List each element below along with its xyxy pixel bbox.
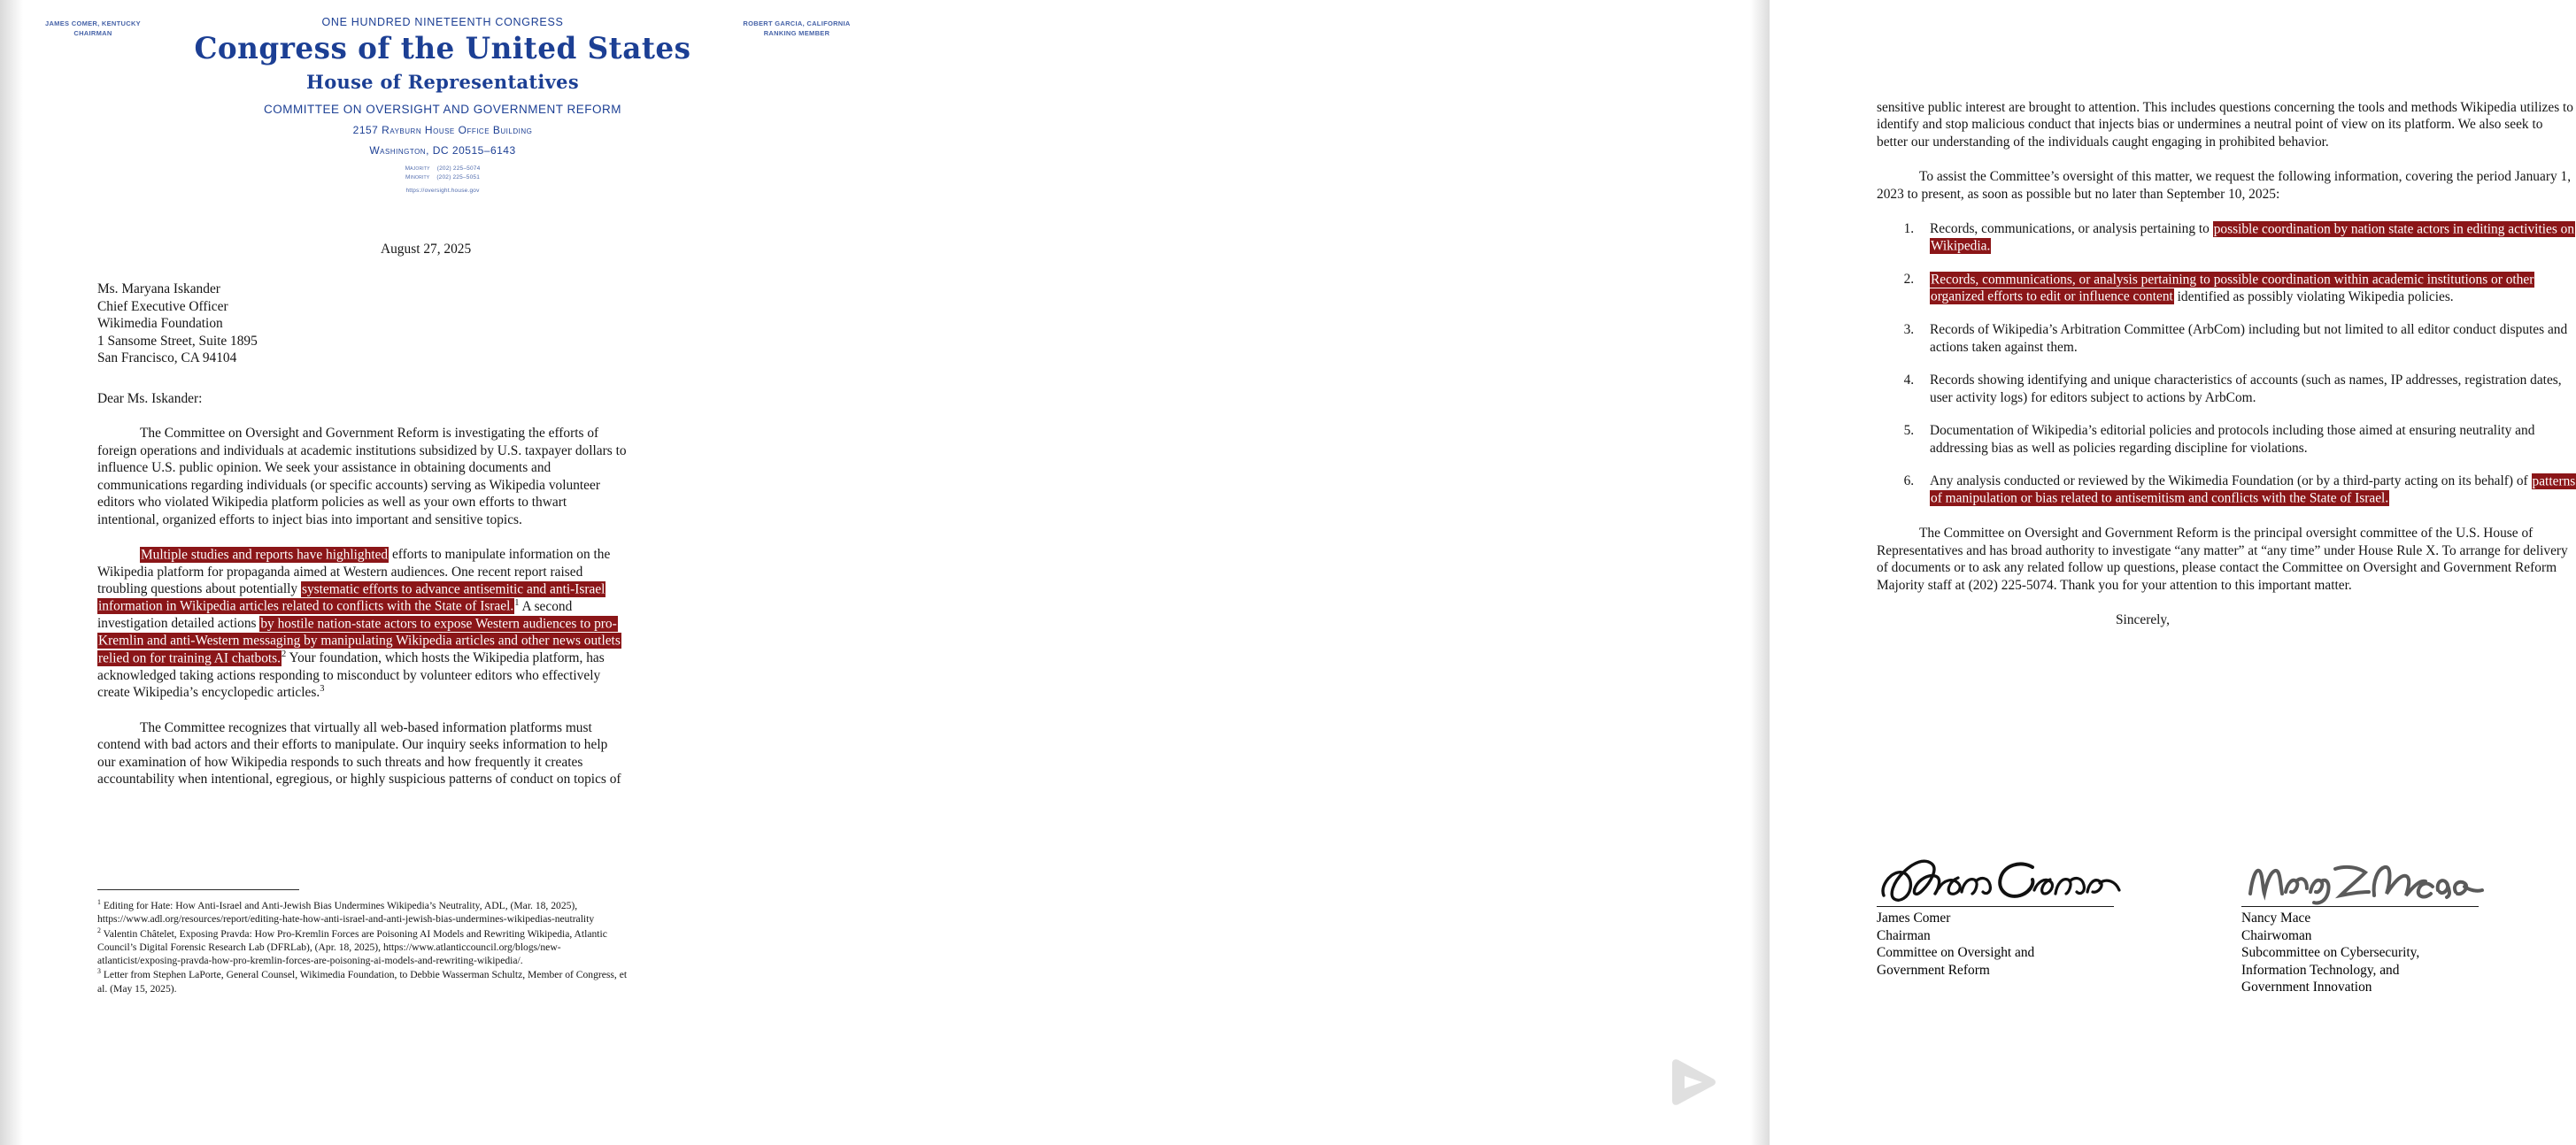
request-5-text: Documentation of Wikipedia’s editorial policies and protocols including those aimed at ensuring neutrality and addressing bias as well as policies regarding discipline for violations. [1930, 423, 2535, 456]
para2-text-2: A second investigation detailed actions [97, 598, 573, 632]
paragraph-5: To assist the Committee’s oversight of this matter, we request the following information, covering the period January 1, 2023 to present, as soon as possible but no later than September 10, 2025: [1877, 169, 2572, 202]
footnotes-block [97, 899, 629, 996]
sincerely-line: Sincerely, [2116, 612, 2170, 628]
request-6-before: Any analysis conducted or reviewed by the Wikimedia Foundation (or by a third-party acting on its behalf) of [1930, 473, 2532, 489]
signature-image-mace [2241, 857, 2507, 906]
congress-title: Congress of the United States [194, 31, 691, 66]
highlight-request-2: Records, communications, or analysis pertaining to possible coordination within academic institutions or other organized efforts to edit or influence content [1931, 272, 2534, 304]
letterhead-center [124, 16, 761, 196]
phone-minority-label: Minority [405, 173, 430, 181]
committee-website: https://oversight.house.gov [405, 187, 480, 194]
paragraph-2 [97, 546, 629, 701]
committee-name: COMMITTEE ON OVERSIGHT AND GOVERNMENT REFORM [263, 102, 622, 116]
recipient-name: Ms. Maryana Iskander [97, 281, 220, 297]
footnote-ref-2: 2 [282, 649, 287, 660]
salutation: Dear Ms. Iskander: [97, 390, 203, 406]
chamber-subtitle: House of Representatives [306, 70, 579, 93]
recipient-address-block [97, 280, 629, 366]
footnote-2-text: Valentin Châtelet, Exposing Pravda: How Pro-Kremlin Forces are Poisoning AI Models and Rewriting Wikipedia, Atlantic Council’s Digital Forensic Research Lab (DFRLab), (Apr. 18, 2025), https://www.atlanticcouncil.org/blogs/new-atlanticist/exposing-pravda-how-pro-kremlin-forces-are-poisoning-ai-models-and-rewriting-wikipedia/. [97, 927, 607, 967]
request-item-1 [1917, 220, 2576, 255]
signer-org-line2-mace: Information Technology, and [2241, 962, 2400, 978]
signature-image-comer [1877, 857, 2142, 906]
recipient-organization: Wikimedia Foundation [97, 316, 223, 332]
para2-text-1: efforts to manipulate information on the Wikipedia platform for propaganda aimed at Western audiences. One recent report raised troubling questions about potentially [97, 547, 611, 597]
phone-majority-label: Majority [405, 165, 430, 172]
congress-number: ONE HUNDRED NINETEENTH CONGRESS [321, 16, 564, 28]
paragraph-4: sensitive public interest are brought to attention. This includes questions concerning the tools and methods Wikipedia utilizes to identify and stop malicious conduct that injects bias or undermines a neutral point of view on its platform. We also seek to better our understanding of the individuals caught engaging in prohibited behavior. [1877, 100, 2574, 150]
request-3-text: Records of Wikipedia’s Arbitration Committee (ArbCom) including but not limited to all editor conduct disputes and actions taken against them. [1930, 322, 2568, 355]
phone-majority-number: (202) 225–5074 [436, 165, 481, 172]
signer-role-mace: Chairwoman [2241, 927, 2312, 943]
contact-block [124, 165, 761, 196]
letter-date: August 27, 2025 [381, 242, 472, 257]
footnote-3-marker: 3 [97, 967, 101, 976]
signature-block-mace [2241, 857, 2507, 995]
requests-list [1877, 220, 2576, 507]
page-left [0, 0, 885, 1145]
footnote-2 [97, 927, 629, 968]
request-item-5 [1917, 422, 2576, 457]
play-button-watermark-icon [1667, 1057, 1718, 1108]
highlight-systematic-efforts: systematic efforts to advance antisemitic and anti-Israel information in Wikipedia articles related to conflicts with the State of Israel. [98, 581, 605, 614]
signer-details-comer [1877, 910, 2142, 979]
phone-minority-row [124, 173, 761, 182]
footnote-2-marker: 2 [97, 926, 101, 934]
signature-columns [1877, 857, 2576, 995]
city-state-zip: Washington, DC 20515–6143 [369, 143, 516, 157]
recipient-city-state-zip: San Francisco, CA 94104 [97, 350, 237, 366]
ranking-member-name: ROBERT GARCIA, CALIFORNIA [743, 19, 851, 27]
request-4-text: Records showing identifying and unique characteristics of accounts (such as names, IP addresses, registration dates, user activity logs) for editors subject to actions by ArbCom. [1930, 373, 2562, 405]
signer-name-mace: Nancy Mace [2241, 911, 2311, 926]
letter-body-right [1877, 99, 2576, 638]
signature-block-comer [1877, 857, 2142, 995]
footnote-1 [97, 899, 629, 926]
building-address: 2157 Rayburn House Office Building [352, 123, 533, 136]
footnote-3-text: Letter from Stephen LaPorte, General Counsel, Wikimedia Foundation, to Debbie Wasserman Schultz, Member of Congress, et al. (May 15, 2025). [97, 969, 628, 995]
phone-minority-number: (202) 225–5051 [436, 173, 481, 181]
footnote-separator [97, 889, 299, 890]
request-1-before: Records, communications, or analysis pertaining to [1930, 221, 2213, 237]
paragraph-3: The Committee recognizes that virtually all web-based information platforms must contend with bad actors and their efforts to manipulate. Our inquiry seeks information to help our examination of how Wikipedia responds to such threats and how frequently it creates accountability when intentional, egregious, or highly suspicious patterns of conduct on topics of [97, 719, 621, 788]
signer-role-comer: Chairman [1877, 927, 1931, 943]
letter-body-left [97, 241, 629, 806]
highlight-multiple-studies: Multiple studies and reports have highlighted [141, 547, 389, 563]
recipient-title: Chief Executive Officer [97, 298, 228, 314]
closing-paragraph: The Committee on Oversight and Government Reform is the principal oversight committee of the U.S. House of Representatives and has broad authority to investigate “any matter” at “any time” under House Rule X. To arrange for delivery of documents or to ask any related follow up questions, please contact the Committee on Oversight and Government Reform Majority staff at (202) 225-5074. Thank you for your attention to this important matter. [1877, 526, 2568, 593]
highlight-request-1: possible coordination by nation state actors in editing activities on Wikipedia. [1931, 221, 2575, 254]
signer-org-line3-mace: Government Innovation [2241, 980, 2372, 995]
signer-org-line1-comer: Committee on Oversight and [1877, 945, 2035, 961]
request-item-6 [1917, 473, 2576, 507]
footnote-1-marker: 1 [97, 898, 101, 907]
chairman-role: CHAIRMAN [73, 28, 112, 37]
chairman-name: JAMES COMER, KENTUCKY [45, 19, 141, 27]
highlight-hostile-nation-state: by hostile nation-state actors to expose Western audiences to pro-Kremlin and anti-Western messaging by manipulating Wikipedia articles and other news outlets relied on for training AI chatbots. [98, 616, 621, 666]
paragraph-1: The Committee on Oversight and Government Reform is investigating the efforts of foreign operations and individuals at academic institutions subsidized by U.S. taxpayer dollars to influence U.S. public opinion. We seek your assistance in obtaining documents and communications regarding individuals (or specific accounts) serving as Wikipedia volunteer editors who violated Wikipedia platform policies as well as your own efforts to thwart intentional, organized efforts to inject bias into important and sensitive topics. [97, 426, 627, 527]
request-item-4 [1917, 372, 2576, 406]
signer-details-mace [2241, 910, 2507, 995]
signature-area [1877, 857, 2576, 995]
phone-majority-row [124, 165, 761, 173]
recipient-street: 1 Sansome Street, Suite 1895 [97, 333, 258, 349]
signer-org-line1-mace: Subcommittee on Cybersecurity, [2241, 945, 2420, 961]
ranking-member-role: RANKING MEMBER [763, 28, 830, 37]
footnote-1-text: Editing for Hate: How Anti-Israel and Anti-Jewish Bias Undermines Wikipedia’s Neutrality, ADL, (Mar. 18, 2025), https://www.adl.org/resources/report/editing-hate-how-anti-israel-and-anti-jewish-bias-undermines-wikipedias-neutrality [97, 900, 595, 926]
para2-text-3: Your foundation, which hosts the Wikipedia platform, has acknowledged taking actions responding to misconduct by volunteer editors who effectively create Wikipedia’s encyclopedic articles. [97, 650, 605, 701]
request-item-2 [1917, 271, 2576, 305]
signer-name-comer: James Comer [1877, 911, 1951, 926]
signer-org-line2-comer: Government Reform [1877, 962, 1990, 978]
footnote-3 [97, 968, 629, 995]
highlight-request-6: patterns of manipulation or bias related to antisemitism and conflicts with the State of Israel. [1931, 473, 2576, 506]
request-2-after: identified as possibly violating Wikipedia policies. [2173, 288, 2454, 304]
footnote-ref-3: 3 [320, 684, 325, 695]
footnote-ref-1: 1 [514, 597, 520, 608]
page-right [885, 0, 2576, 1145]
request-item-3 [1917, 321, 2576, 356]
